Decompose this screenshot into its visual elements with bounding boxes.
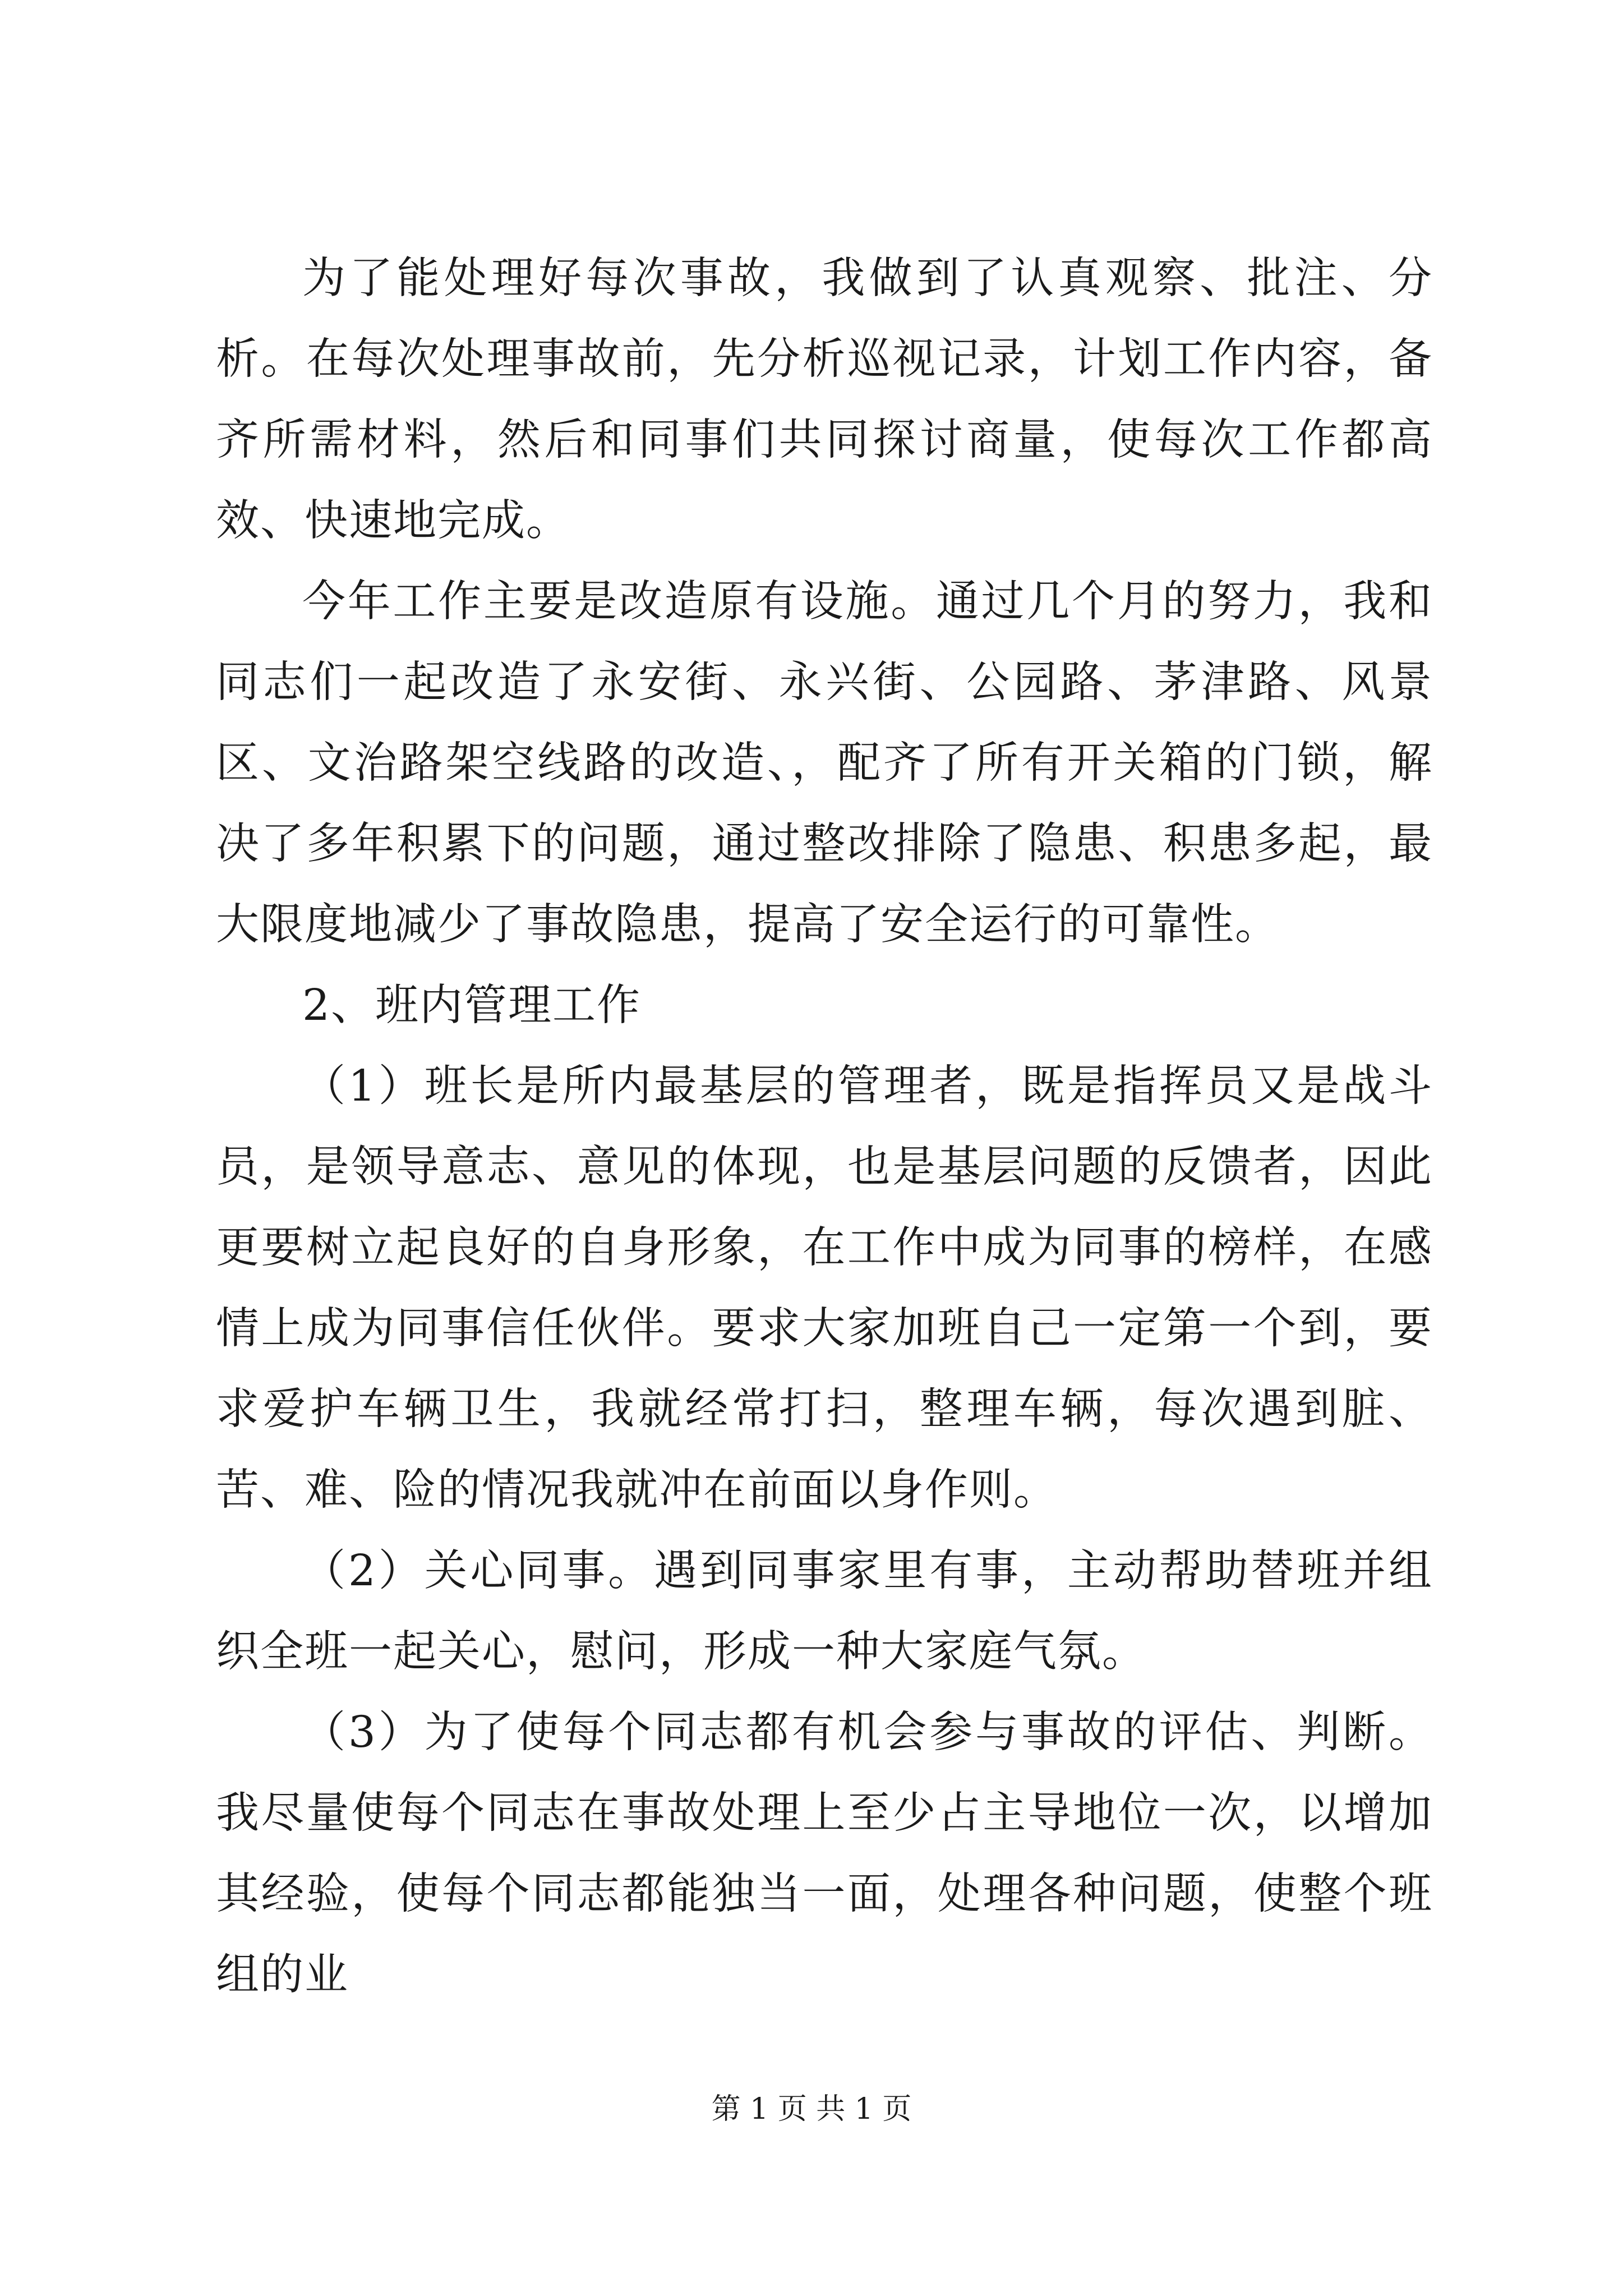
paragraph-facility-renovation: 今年工作主要是改造原有设施。通过几个月的努力，我和同志们一起改造了永安街、永兴街、公园路、茅津路、风景区、文治路架空线路的改造、，配齐了所有开关箱的门锁，解决了多年积累下的问题，通过整改排除了隐患、积患多起，最大限度地减少了事故隐患，提高了安全运行的可靠性。 [216,577,1433,950]
page-footer: 第 1 页 共 1 页 [711,2092,912,2126]
paragraph-team-leader-role: （1）班长是所内最基层的管理者，既是指挥员又是战斗员，是领导意志、意见的体现，也是基层问题的反馈者，因此更要树立起良好的自身形象，在工作中成为同事的榜样，在感情上成为同事信任伙伴。要求大家加班自己一定第一个到，要求爱护车辆卫生，我就经常打扫，整理车辆，每次遇到脏、苦、难、险的情况我就冲在前面以身作则。 [216,1061,1433,1515]
section-heading-team-management: 2、班内管理工作 [302,981,641,1030]
paragraph-caring-for-colleagues: （2）关心同事。遇到同事家里有事，主动帮助替班并组织全班一起关心，慰问，形成一种大家庭气氛。 [216,1546,1433,1677]
paragraph-accident-assessment: （3）为了使每个同志都有机会参与事故的评估、判断。我尽量使每个同志在事故处理上至少占主导地位一次，以增加其经验，使每个同志都能独当一面，处理各种问题，使整个班组的业 [216,1708,1433,2000]
paragraph-accident-handling: 为了能处理好每次事故，我做到了认真观察、批注、分析。在每次处理事故前，先分析巡视记录，计划工作内容，备齐所需材料，然后和同事们共同探讨商量，使每次工作都高效、快速地完成。 [216,254,1433,546]
document-body [216,238,1433,2016]
